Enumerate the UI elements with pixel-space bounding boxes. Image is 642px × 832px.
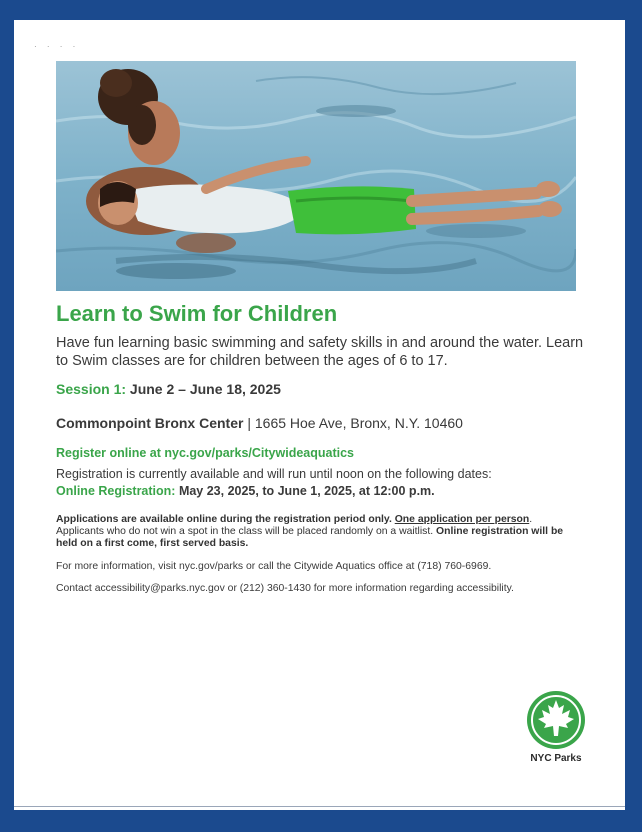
online-registration <box>56 484 435 498</box>
more-info-text: For more information, visit nyc.gov/parks or call the Citywide Aquatics office at (718) 760-6969. <box>56 561 492 572</box>
maple-leaf-icon <box>526 690 586 750</box>
availability-text: Registration is currently available and will run until noon on the following dates: <box>56 467 492 481</box>
scan-artifact: · · · · <box>34 42 80 51</box>
location-address: 1665 Hoe Ave, Bronx, N.Y. 10460 <box>254 415 463 431</box>
online-registration-dates: May 23, 2025, to June 1, 2025, at 12:00 p.m. <box>178 484 435 498</box>
register-link[interactable]: Register online at nyc.gov/parks/Citywideaquatics <box>56 446 355 460</box>
location-info <box>56 415 463 431</box>
intro-text: Have fun learning basic swimming and safety skills in and around the water. Learn to Swim classes are for children between the ages of 6 to 17. <box>56 335 584 369</box>
accessibility-contact: Contact accessibility@parks.nyc.gov or (212) 360-1430 for more information regarding accessibility. <box>56 583 514 594</box>
location-separator: | <box>243 415 255 431</box>
online-registration-label: Online Registration: <box>56 484 176 498</box>
session-dates: June 2 – June 18, 2025 <box>129 381 281 397</box>
location-name: Commonpoint Bronx Center <box>56 415 244 431</box>
session-info <box>56 381 281 397</box>
logo-label: NYC Parks <box>530 753 582 764</box>
flyer-title: Learn to Swim for Children <box>56 301 338 326</box>
page-edge-line <box>14 806 625 807</box>
applications-part4: Online registration will be held on a first come, first served basis. <box>56 526 564 549</box>
applications-part3: . Applicants who do not win a spot in the class will be placed randomly on a waitlist. <box>56 514 533 537</box>
swim-lesson-photo <box>56 61 576 291</box>
nyc-parks-logo <box>526 690 586 750</box>
session-label: Session 1: <box>56 381 127 397</box>
applications-part1: Applications are available online during the registration period only. <box>56 514 392 525</box>
applications-part2: One application per person <box>394 514 530 525</box>
flyer-page <box>14 20 625 810</box>
applications-notice <box>56 514 576 550</box>
